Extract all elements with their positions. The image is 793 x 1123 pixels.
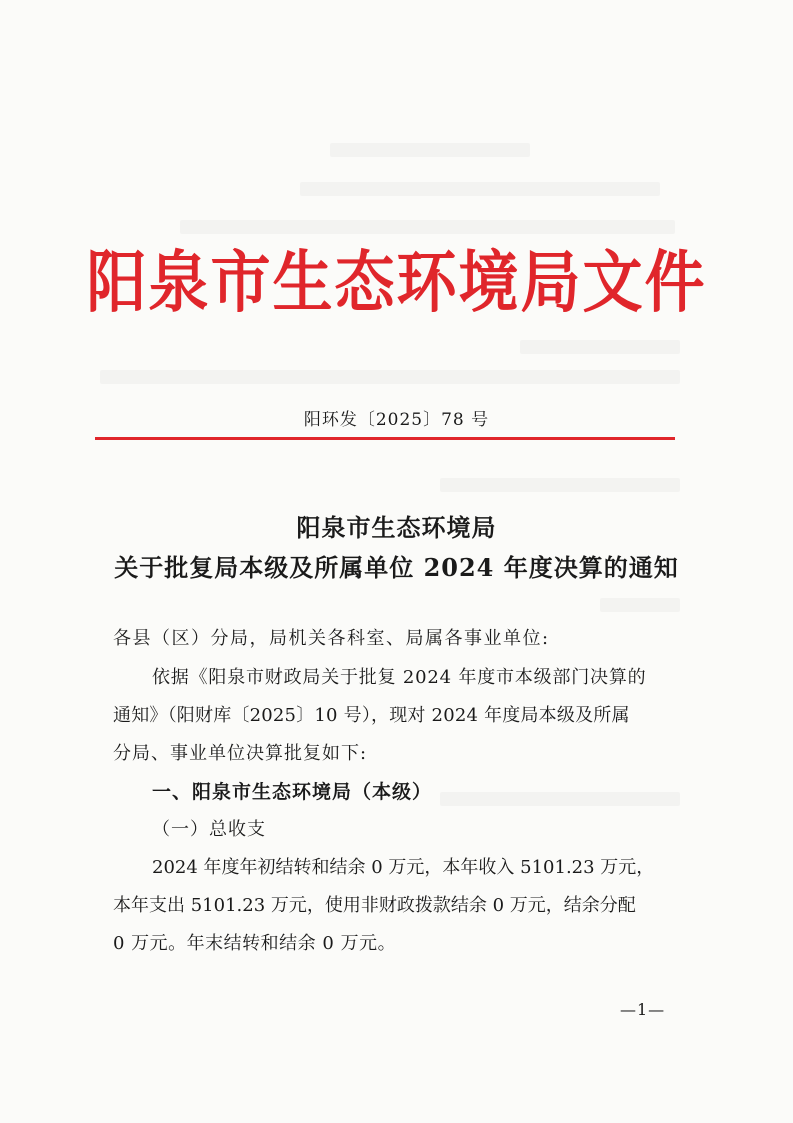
paragraph-line: 本年支出 5101.23 万元，使用非财政拨款结余 0 万元，结余分配 xyxy=(113,895,636,916)
paragraph-line: 依据《阳泉市财政局关于批复 2024 年度市本级部门决算的 xyxy=(152,667,647,688)
document-title-line-2: 关于批复局本级及所属单位 2024 年度决算的通知 xyxy=(114,553,679,582)
bleed-through-line xyxy=(440,478,680,492)
paragraph-line: 0 万元。年末结转和结余 0 万元。 xyxy=(113,933,397,954)
issuer-title: 阳泉市生态环境局文件 xyxy=(86,243,707,323)
document-number: 阳环发〔2025〕78 号 xyxy=(303,410,490,430)
bleed-through-line xyxy=(440,792,680,806)
paragraph-line: 通知》（阳财库〔2025〕10 号），现对 2024 年度局本级及所属 xyxy=(113,705,630,726)
paragraph-line: 2024 年度年初结转和结余 0 万元，本年收入 5101.23 万元， xyxy=(152,857,655,878)
section-heading: 一、阳泉市生态环境局（本级） xyxy=(152,781,433,803)
paragraph-line: 分局、事业单位决算批复如下: xyxy=(113,743,368,764)
subsection-heading: （一）总收支 xyxy=(152,819,266,840)
red-separator-line xyxy=(95,437,675,440)
bleed-through-line xyxy=(100,370,680,384)
bleed-through-line xyxy=(600,598,680,612)
bleed-through-line xyxy=(520,340,680,354)
page-number: —1— xyxy=(620,1000,666,1019)
bleed-through-line xyxy=(330,143,530,157)
bleed-through-line xyxy=(300,182,660,196)
addressee: 各县（区）分局，局机关各科室、局属各事业单位: xyxy=(113,628,550,649)
document-title-line-1: 阳泉市生态环境局 xyxy=(296,513,497,542)
bleed-through-line xyxy=(180,220,675,234)
